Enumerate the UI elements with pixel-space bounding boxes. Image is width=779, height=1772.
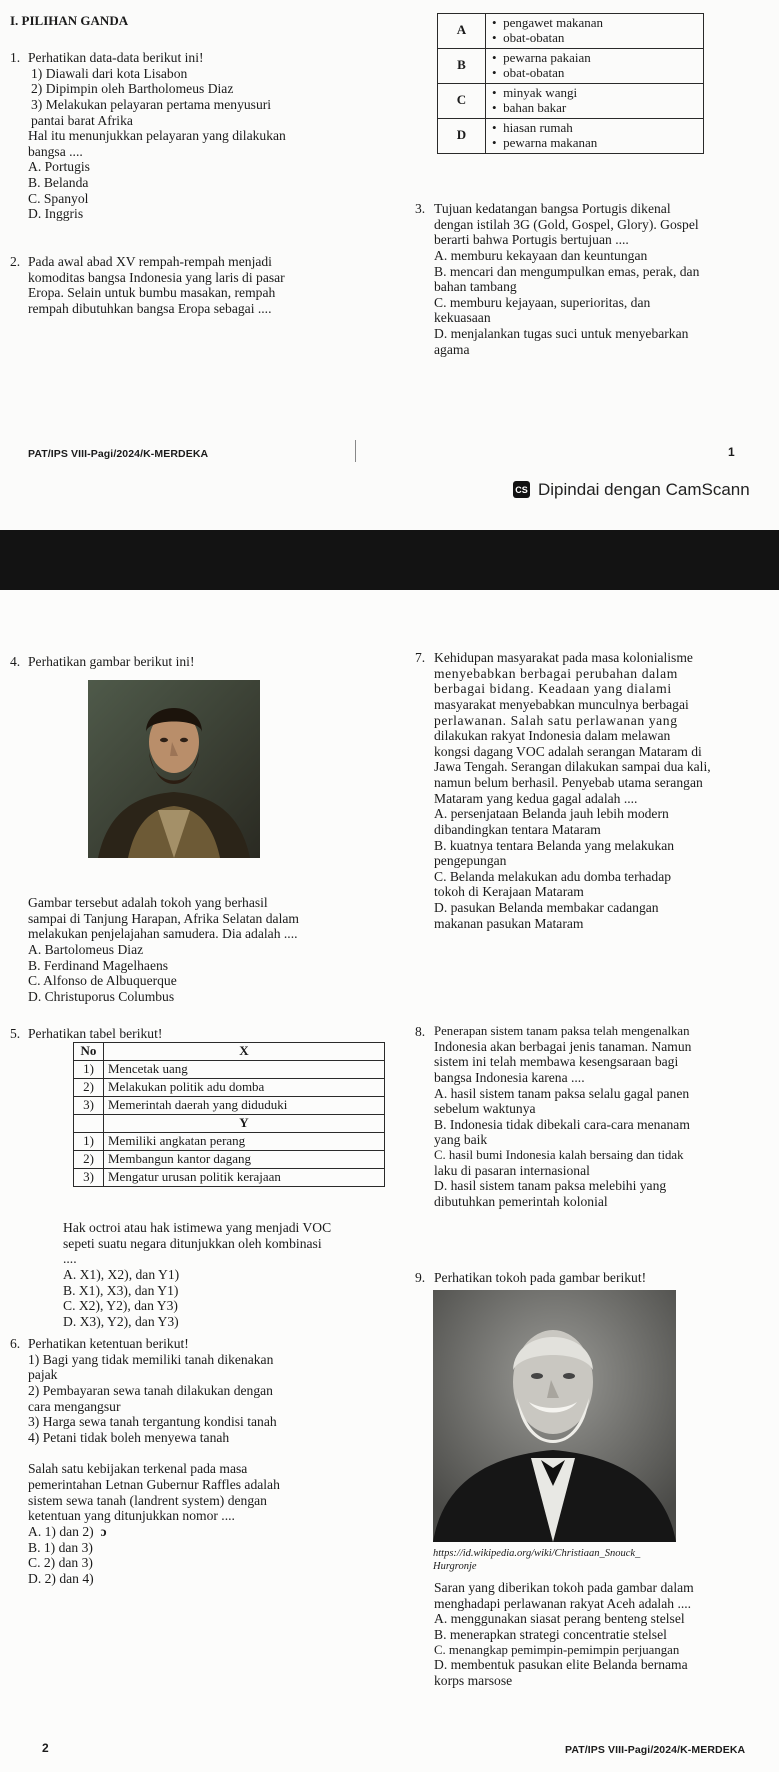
answer-option-c[interactable]: C. hasil bumi Indonesia kalah bersaing dan tidak [434, 1148, 684, 1163]
answer-option-a-cont[interactable]: dibandingkan tentara Mataram [434, 821, 601, 837]
answer-option-d[interactable]: D. menjalankan tugas suci untuk menyebarkan [434, 326, 689, 341]
question-number: 7. [415, 650, 426, 665]
question-number: 9. [415, 1270, 426, 1285]
answer-option-a[interactable]: A. memburu kekayaan dan keuntungan [434, 247, 648, 263]
option-item: • bahan bakar [492, 99, 567, 115]
answer-option-b-cont[interactable]: yang baik [434, 1132, 488, 1148]
rule-item: 3) Harga sewa tanah tergantung kondisi tanah [28, 1414, 277, 1430]
page-number: 2 [42, 1741, 49, 1755]
question-text: bangsa .... [28, 143, 83, 159]
answer-option-d[interactable]: D. pasukan Belanda membakar cadangan [434, 900, 659, 915]
answer-option-d[interactable]: D. X3), Y2), dan Y3) [63, 1313, 179, 1329]
explorer-portrait-image [88, 680, 260, 858]
rule-item: 1) Bagi yang tidak memiliki tanah dikenakan [28, 1351, 274, 1367]
camscanner-logo-icon: CS [513, 481, 530, 498]
option-item: • pewarna pakaian [492, 49, 591, 65]
question-text: pemerintahan Letnan Gubernur Raffles adalah [28, 1477, 280, 1492]
question-text: melakukan penjelajahan samudera. Dia adalah .... [28, 926, 298, 942]
pen-mark-icon: ɔ [100, 1523, 107, 1539]
option-letter: A [438, 14, 486, 49]
question-text: Penerapan sistem tanam paksa telah mengenalkan [434, 1024, 690, 1038]
option-item: • pengawet makanan [492, 15, 604, 30]
scanned-page-2 [0, 590, 779, 1772]
answer-options-table [437, 13, 704, 154]
question-8 [415, 1024, 760, 1210]
option-letter: B [438, 48, 486, 83]
answer-option-c[interactable]: C. X2), Y2), dan Y3) [63, 1298, 178, 1314]
question-text: berbagai bidang. Keadaan yang dialami [434, 681, 672, 697]
option-item: • hiasan rumah [492, 119, 573, 135]
page-footer: PAT/IPS VIII-Pagi/2024/K-MERDEKA [28, 448, 209, 460]
question-intro: Perhatikan tokoh pada gambar berikut! [434, 1270, 647, 1285]
camscanner-watermark [513, 480, 750, 500]
question-text: Salah satu kebijakan terkenal pada masa [28, 1461, 248, 1477]
question-text: sistem ini telah membawa kesengsaraan bagi [434, 1054, 679, 1070]
question-number: 4. [10, 654, 21, 669]
answer-option-d[interactable]: D. 2) dan 4) [28, 1570, 94, 1586]
rule-item: 4) Petani tidak boleh menyewa tanah [28, 1429, 230, 1445]
page-footer: PAT/IPS VIII-Pagi/2024/K-MERDEKA [565, 1744, 746, 1756]
question-number: 2. [10, 254, 21, 269]
answer-option-a[interactable]: A. hasil sistem tanam paksa selalu gagal panen [434, 1085, 690, 1101]
answer-option-c[interactable] [438, 83, 704, 118]
question-text: dilakukan rakyat Indonesia dalam melawan [434, 728, 671, 744]
answer-option-c-cont[interactable]: kekuasaan [434, 310, 491, 326]
question-text: Perhatikan data-data berikut ini! [28, 50, 204, 65]
question-intro: Perhatikan ketentuan berikut! [28, 1336, 189, 1351]
answer-option-b[interactable]: B. mencari dan mengumpulkan emas, perak, dan [434, 263, 700, 279]
question-text: Saran yang diberikan tokoh pada gambar dalam [434, 1580, 694, 1595]
scanned-page-1 [0, 0, 779, 530]
question-number: 5. [10, 1026, 21, 1041]
question-6 [10, 1336, 380, 1586]
data-item: pantai barat Afrika [31, 112, 133, 128]
rule-item: cara mengangsur [28, 1398, 121, 1414]
question-text: .... [63, 1251, 77, 1267]
option-item: • pewarna makanan [492, 134, 598, 150]
answer-option-b-cont[interactable]: pengepungan [434, 853, 507, 869]
scan-gap-band [0, 530, 779, 590]
question-9-body [434, 1580, 764, 1688]
table-header-no: No [74, 1043, 104, 1061]
question-intro: Perhatikan gambar berikut ini! [28, 654, 195, 669]
question-text: Eropa. Selain untuk bumbu masakan, rempah [28, 285, 276, 301]
answer-option-b[interactable]: B. X1), X3), dan Y1) [63, 1282, 179, 1298]
table-row: 3) Mengatur urusan politik kerajaan [74, 1168, 385, 1186]
image-source-link[interactable]: https://id.wikipedia.org/wiki/Christiaan_Snouck_ [433, 1548, 641, 1559]
answer-option-c-cont[interactable]: tokoh di Kerajaan Mataram [434, 884, 584, 900]
answer-option-d-cont[interactable]: dibutuhkan pemerintah kolonial [434, 1194, 608, 1210]
image-source-link-cont[interactable]: Hurgronje [433, 1561, 477, 1572]
page-number: 1 [728, 445, 735, 459]
question-text: berarti bahwa Portugis bertujuan .... [434, 232, 629, 248]
question-text: kongsi dagang VOC adalah serangan Mataram di [434, 743, 702, 759]
table-header-x: X [104, 1043, 385, 1061]
answer-option-c-cont[interactable]: laku di pasaran internasional [434, 1162, 590, 1178]
question-intro: Perhatikan tabel berikut! [28, 1026, 163, 1041]
table-header-y: Y [104, 1114, 385, 1132]
answer-option-b[interactable]: B. kuatnya tentara Belanda yang melakukan [434, 837, 675, 853]
rule-item: pajak [28, 1367, 58, 1383]
answer-option-c[interactable]: C. menangkap pemimpin-pemimpin perjuangan [434, 1642, 680, 1657]
table-cell-empty [74, 1114, 104, 1132]
answer-option-d-cont[interactable]: makanan pasukan Mataram [434, 915, 584, 931]
question-text: bangsa Indonesia karena .... [434, 1069, 585, 1085]
table-row: 2) Membangun kantor dagang [74, 1150, 385, 1168]
option-letter: C [438, 83, 486, 118]
question-text: Gambar tersebut adalah tokoh yang berhasil [28, 895, 268, 910]
data-item: 1) Diawali dari kota Lisabon [31, 65, 188, 81]
table-row: 1) Mencetak uang [74, 1060, 385, 1078]
question-text: sepeti suatu negara ditunjukkan oleh kombinasi [63, 1235, 322, 1251]
question-text: Kehidupan masyarakat pada masa kolonialisme [434, 650, 693, 665]
answer-option-c[interactable]: C. Belanda melakukan adu domba terhadap [434, 868, 672, 884]
answer-option-d-cont[interactable]: korps marsose [434, 1672, 513, 1688]
answer-option-c[interactable]: C. Spanyol [28, 190, 89, 206]
answer-option-a[interactable]: A. Bartolomeus Diaz [28, 941, 144, 957]
answer-option-a[interactable] [438, 14, 704, 49]
question-text: rempah dibutuhkan bangsa Eropa sebagai .... [28, 300, 272, 316]
answer-option-a-cont[interactable]: sebelum waktunya [434, 1101, 536, 1117]
question-text: Hal itu menunjukkan pelayaran yang dilakukan [28, 128, 286, 144]
answer-option-c[interactable]: C. memburu kejayaan, superioritas, dan [434, 294, 651, 310]
question-text: Hak octroi atau hak istimewa yang menjadi VOC [63, 1220, 332, 1235]
answer-option-b[interactable] [438, 48, 704, 83]
answer-option-b[interactable]: B. Ferdinand Magelhaens [28, 957, 169, 973]
question-text: komoditas bangsa Indonesia yang laris di pasar [28, 269, 285, 285]
answer-option-b[interactable]: B. 1) dan 3) [28, 1539, 93, 1555]
option-item: • obat-obatan [492, 64, 565, 80]
question-text: sampai di Tanjung Harapan, Afrika Selatan dalam [28, 910, 299, 926]
question-number: 1. [10, 50, 21, 65]
answer-option-d-cont[interactable]: agama [434, 341, 470, 357]
question-text: perlawanan. Salah satu perlawanan yang [434, 712, 678, 728]
question-number: 3. [415, 201, 426, 216]
answer-option-c[interactable]: C. 2) dan 3) [28, 1555, 93, 1571]
xy-table [73, 1042, 385, 1187]
table-row: 1) Memiliki angkatan perang [74, 1132, 385, 1150]
answer-option-b[interactable]: B. Indonesia tidak dibekali cara-cara menanam [434, 1116, 690, 1132]
answer-option-d[interactable]: D. membentuk pasukan elite Belanda bernama [434, 1657, 688, 1673]
question-number: 6. [10, 1336, 21, 1351]
answer-option-b[interactable]: B. menerapkan strategi concentratie stelsel [434, 1626, 667, 1642]
answer-option-d[interactable] [438, 118, 704, 153]
question-4-body [10, 895, 365, 1004]
answer-option-a[interactable]: A. X1), X2), dan Y1) [63, 1266, 180, 1282]
question-text: dengan istilah 3G (Gold, Gospel, Glory). Gospel [434, 216, 699, 232]
data-item: 3) Melakukan pelayaran pertama menyusuri [31, 96, 272, 112]
question-text: namun belum berhasil. Penyebab utama serangan [434, 775, 703, 790]
table-row: 3) Memerintah daerah yang diduduki [74, 1096, 385, 1114]
question-text: menyebabkan berbagai perubahan dalam [434, 665, 678, 681]
data-item: 2) Dipimpin oleh Bartholomeus Diaz [31, 81, 234, 97]
option-item: • obat-obatan [492, 29, 565, 45]
section-title: I. PILIHAN GANDA [10, 13, 129, 28]
fold-mark [355, 440, 356, 462]
rule-item: 2) Pembayaran sewa tanah dilakukan dengan [28, 1382, 273, 1398]
answer-option-c[interactable]: C. Alfonso de Albuquerque [28, 973, 177, 989]
answer-option-d[interactable]: D. hasil sistem tanam paksa melebihi yang [434, 1178, 667, 1194]
question-text: menghadapi perlawanan rakyat Aceh adalah .... [434, 1595, 692, 1611]
answer-option-a[interactable]: A. Portugis [28, 159, 90, 175]
question-text: Pada awal abad XV rempah-rempah menjadi [28, 254, 272, 269]
question-text: sistem sewa tanah (landrent system) dengan [28, 1492, 267, 1508]
question-text: Jawa Tengah. Serangan dilakukan sampai dua kali, [434, 759, 711, 775]
answer-option-a[interactable]: A. menggunakan siasat perang benteng stelsel [434, 1611, 685, 1627]
question-text: masyarakat menyebabkan munculnya berbagai [434, 696, 689, 712]
table-row: 2) Melakukan politik adu domba [74, 1078, 385, 1096]
camscanner-text: Dipindai dengan CamScann [538, 480, 750, 499]
question-text: Indonesia akan berbagai jenis tanaman. Namun [434, 1038, 692, 1054]
option-item: • minyak wangi [492, 84, 578, 100]
question-5-body [63, 1220, 383, 1329]
answer-option-b[interactable]: B. Belanda [28, 175, 89, 190]
question-text: ketentuan yang ditunjukkan nomor .... [28, 1508, 235, 1524]
question-7 [415, 650, 760, 931]
answer-option-d[interactable]: D. Inggris [28, 206, 84, 222]
answer-option-b-cont[interactable]: bahan tambang [434, 279, 517, 295]
question-text: Tujuan kedatangan bangsa Portugis dikenal [434, 201, 671, 216]
answer-option-d[interactable]: D. Christuporus Columbus [28, 988, 175, 1004]
snouck-hurgronje-portrait-image [433, 1290, 676, 1542]
option-letter: D [438, 118, 486, 153]
question-number: 8. [415, 1024, 426, 1039]
answer-option-a[interactable]: A. 1) dan 2) ɔ [28, 1523, 107, 1539]
question-text: Mataram yang kedua gagal adalah .... [434, 790, 638, 806]
answer-option-a[interactable]: A. persenjataan Belanda jauh lebih modern [434, 806, 669, 822]
